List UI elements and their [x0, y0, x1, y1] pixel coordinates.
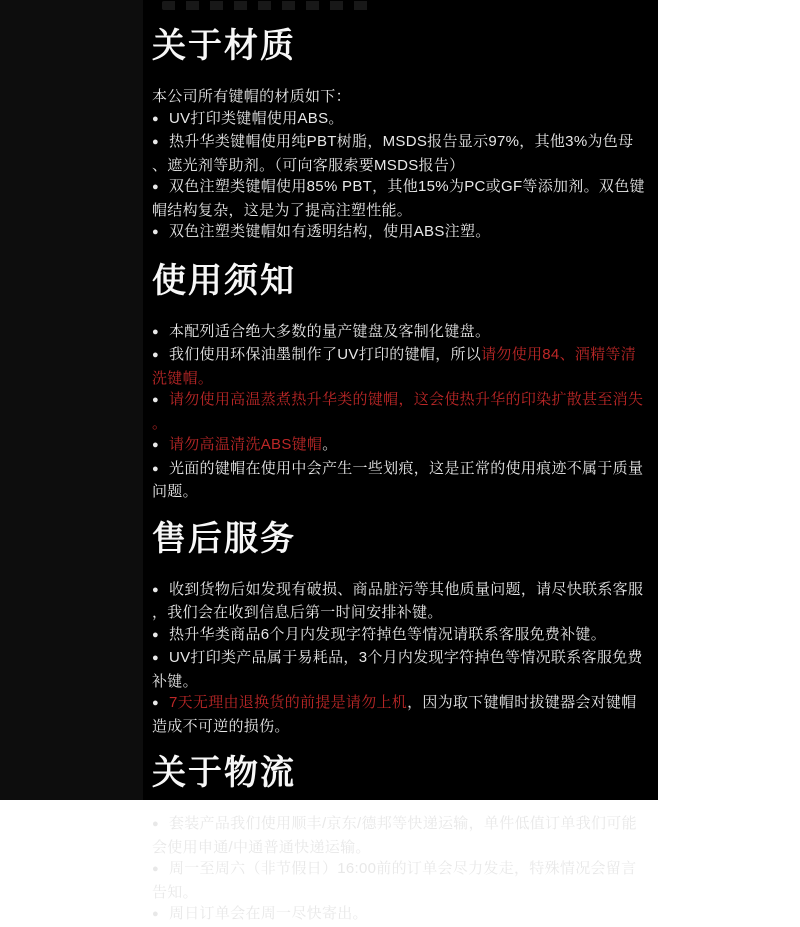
bullet-icon: ●	[152, 136, 159, 148]
bullet-icon: ●	[152, 462, 159, 475]
section-intro: 本公司所有键帽的材质如下：	[152, 88, 351, 105]
bullet-icon: ●	[152, 112, 159, 125]
body-text: 光面的键帽在使用中会产生一些划痕，这是正常的使用痕迹不属于质量问题。	[152, 459, 644, 500]
section-body	[152, 321, 648, 503]
body-text: 本配列适合绝大多数的量产键盘及客制化键盘。	[168, 322, 491, 340]
bullet-item	[152, 458, 648, 503]
bullet-item	[152, 176, 648, 221]
section-heading-about-material: 关于材质	[152, 27, 296, 65]
bullet-icon: ●	[152, 908, 159, 920]
body-text: 。	[322, 436, 338, 453]
body-text: ，因为取下键帽时拔键器会对键帽造成不可逆的损伤。	[152, 694, 637, 735]
bullet-item	[152, 858, 648, 903]
body-text: 热升华类键帽使用纯PBT树脂，MSDS报告显示97%，其他3%为色母、遮光剂等助剂。（可向客服索要MSDS报告）	[152, 133, 634, 174]
warning-text: 请勿使用高温蒸煮热升华类的键帽，这会使热升华的印染扩散甚至消失。	[152, 391, 644, 432]
body-text: UV打印类产品属于易耗品，3个月内发现字符掉色等情况联系客服免费补键。	[152, 649, 643, 690]
page-right-margin	[658, 0, 800, 800]
body-text: 周一至周六（非节假日）16:00前的订单会尽力发走，特殊情况会留言告知。	[152, 860, 637, 901]
bullet-icon: ●	[152, 697, 159, 709]
bullet-icon: ●	[152, 181, 159, 193]
body-text: 套装产品我们使用顺丰/京东/德邦等快递运输，单件低值订单我们可能会使用申通/中通普通快递运输。	[152, 815, 637, 856]
body-text: 双色注塑类键帽使用85% PBT，其他15%为PC或GF等添加剂。双色键帽结构复杂，这是为了提高注塑性能。	[152, 178, 645, 219]
bullet-item	[152, 108, 648, 132]
bullet-item	[152, 813, 648, 858]
bullet-item	[152, 221, 648, 245]
bullet-item	[152, 579, 648, 624]
product-detail-panel	[143, 0, 658, 922]
bullet-icon: ●	[152, 439, 159, 451]
bullet-icon: ●	[152, 349, 159, 361]
warning-text: 请勿高温清洗ABS键帽	[168, 436, 323, 453]
bullet-item	[152, 389, 648, 434]
section-body	[152, 86, 648, 245]
cut-off-text-remnant	[162, 1, 372, 10]
bullet-item	[152, 434, 648, 458]
section-heading-logistics: 关于物流	[152, 754, 296, 792]
bullet-icon: ●	[152, 652, 159, 664]
body-text: UV打印类键帽使用ABS。	[168, 109, 344, 127]
page-left-margin	[0, 0, 143, 800]
warning-text: 请勿使用84、酒精等清洗键帽。	[152, 346, 637, 387]
bullet-icon: ●	[152, 863, 159, 875]
bullet-item	[152, 692, 648, 737]
bullet-icon: ●	[152, 325, 159, 338]
warning-text: 7天无理由退换货的前提是请勿上机	[168, 694, 408, 711]
section-after-sales	[152, 519, 648, 738]
bullet-icon: ●	[152, 394, 159, 406]
section-logistics	[152, 753, 648, 927]
section-body	[152, 579, 648, 738]
body-text: 热升华类商品6个月内发现字符掉色等情况请联系客服免费补键。	[168, 625, 606, 643]
section-usage-notes	[152, 261, 648, 503]
bullet-icon: ●	[152, 583, 159, 596]
body-text: 收到货物后如发现有破损、商品脏污等其他质量问题，请尽快联系客服，我们会在收到信息后第一时间安排补键。	[152, 580, 644, 621]
bullet-item	[152, 344, 648, 389]
section-about-material	[152, 26, 648, 245]
body-text: 周日订单会在周一尽快寄出。	[168, 905, 368, 922]
bullet-item	[152, 321, 648, 345]
bullet-icon: ●	[152, 226, 159, 238]
detail-sections	[152, 26, 648, 927]
section-heading-usage-notes: 使用须知	[152, 261, 296, 300]
bullet-item	[152, 647, 648, 692]
bullet-item	[152, 903, 648, 927]
bullet-icon: ●	[152, 818, 159, 830]
body-text: 双色注塑类键帽如有透明结构，使用ABS注塑。	[168, 223, 491, 240]
section-body	[152, 813, 648, 927]
bullet-icon: ●	[152, 628, 159, 641]
bullet-item	[152, 624, 648, 648]
bullet-item	[152, 131, 648, 176]
section-heading-after-sales: 售后服务	[152, 519, 296, 558]
body-text: 我们使用环保油墨制作了UV打印的键帽，所以	[168, 346, 482, 363]
